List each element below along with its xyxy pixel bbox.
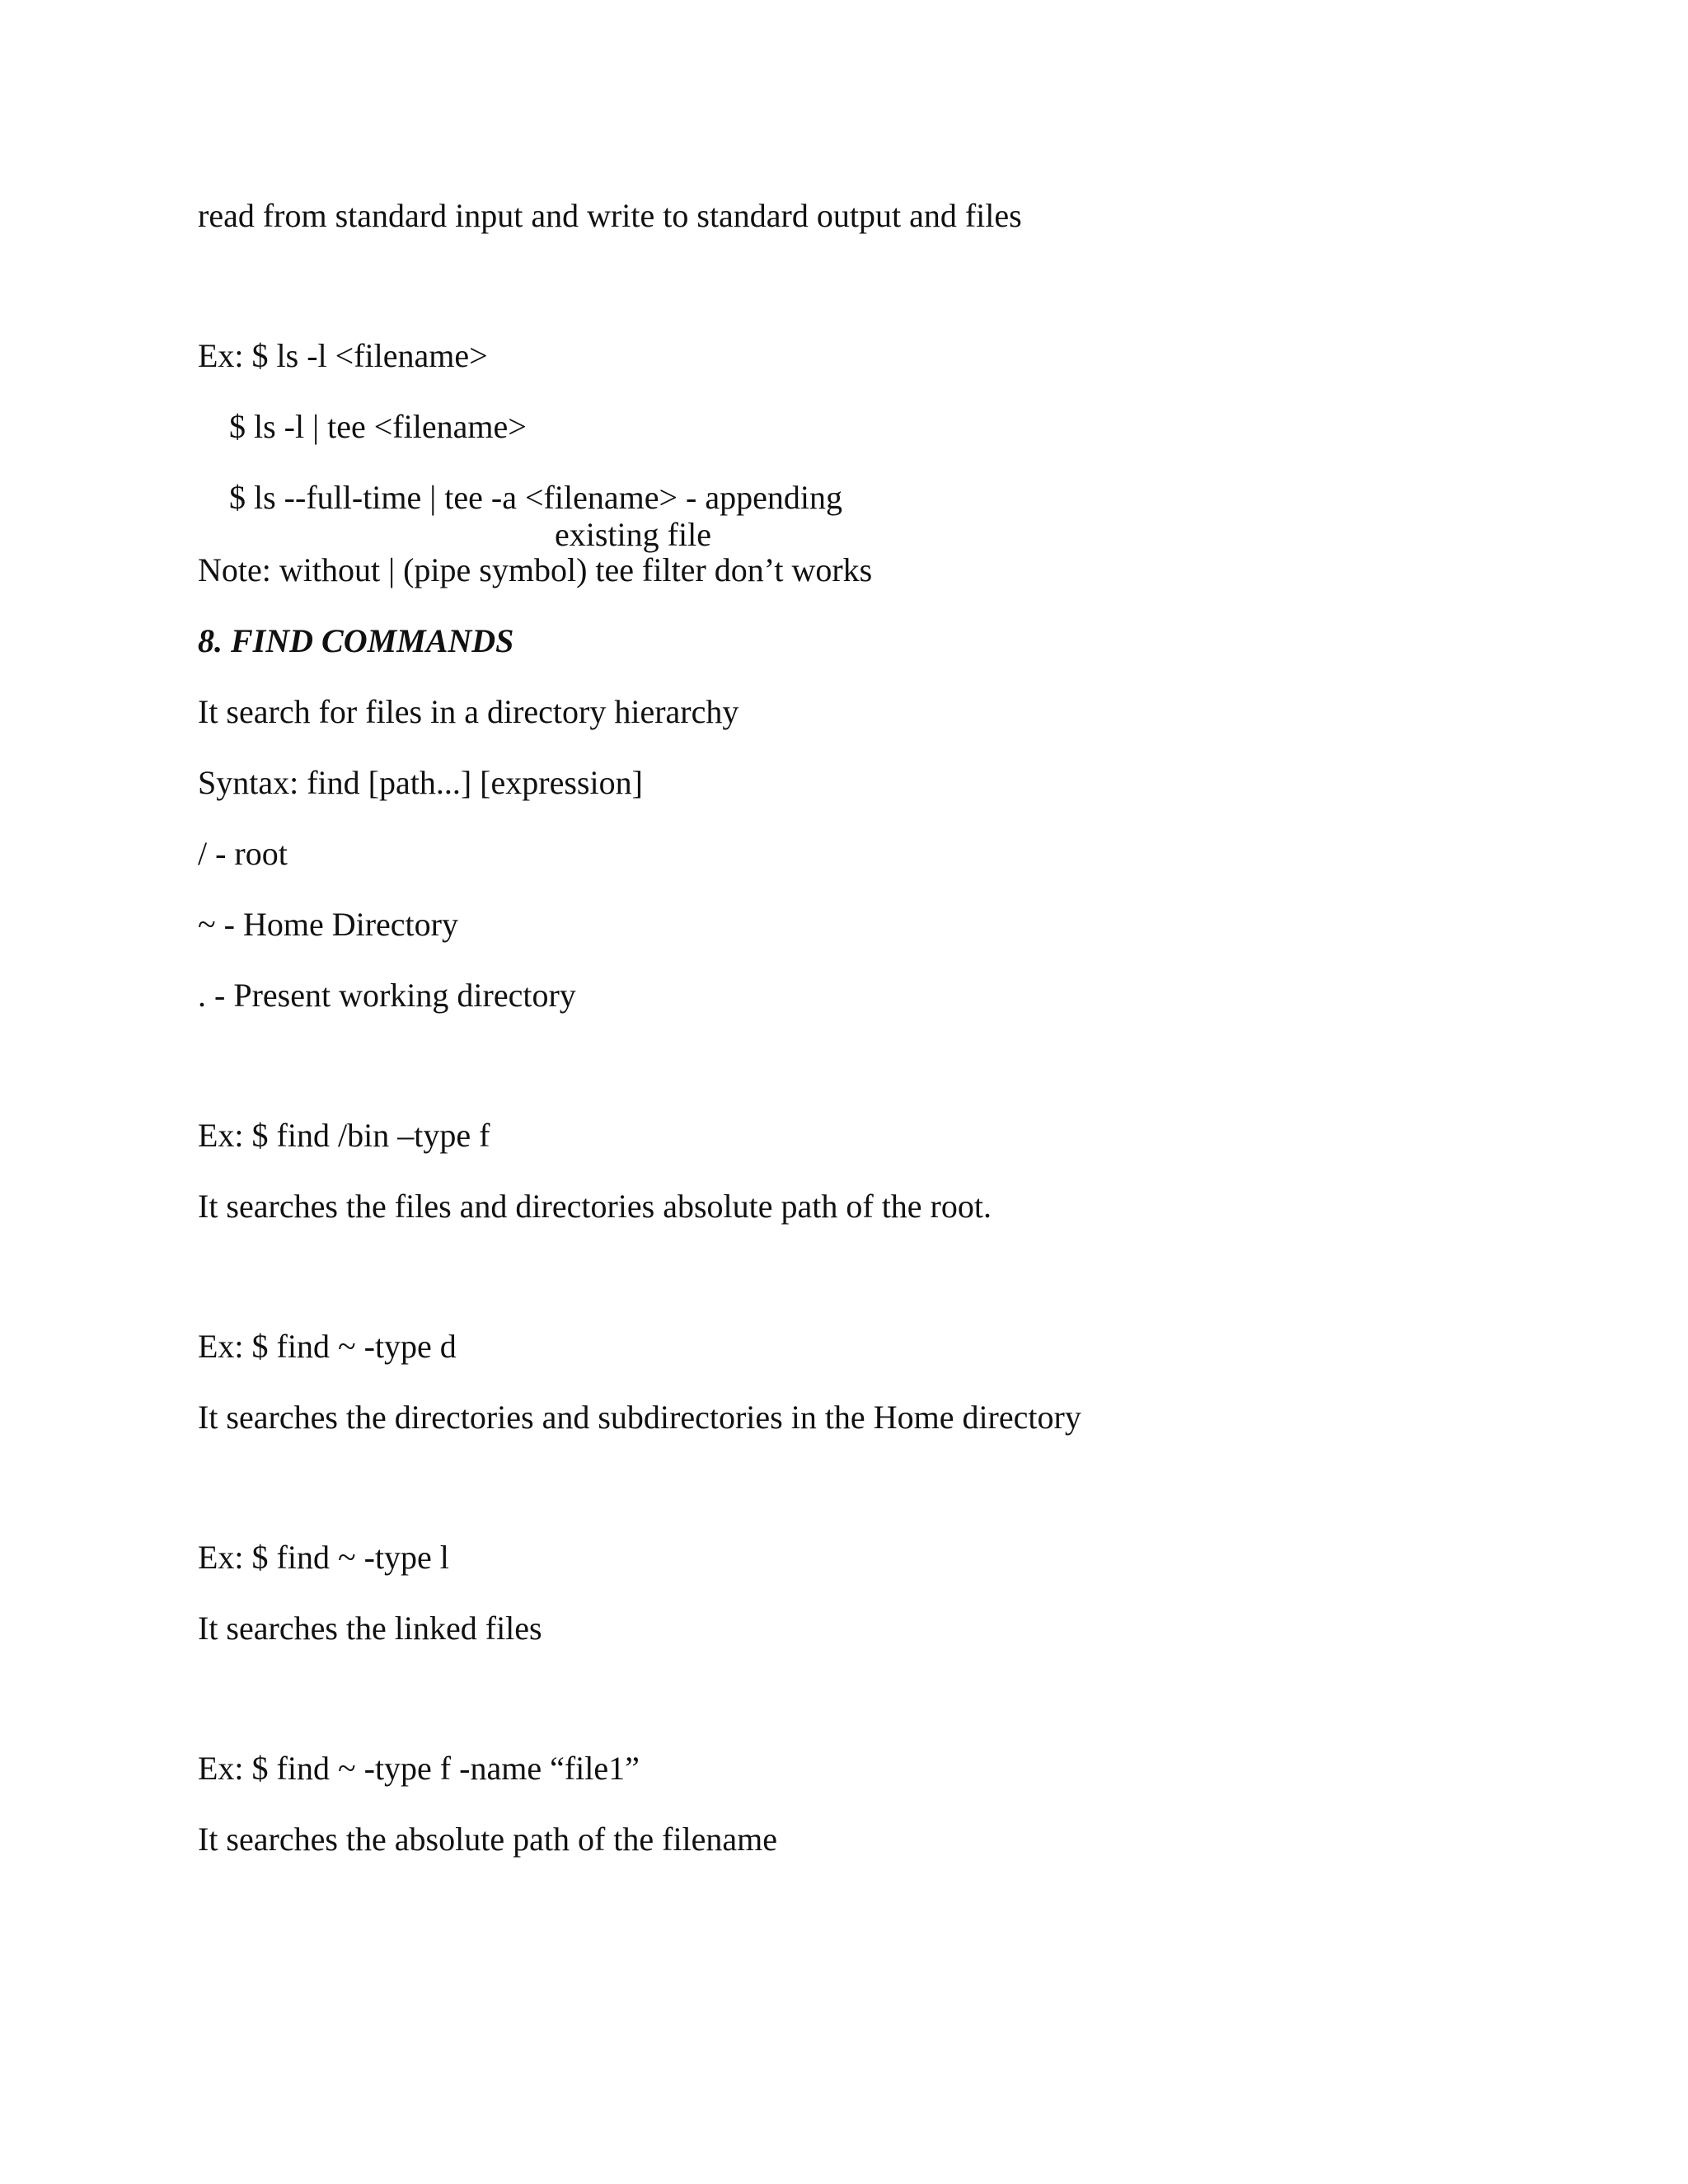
symbol-pwd: . - Present working directory [198,977,576,1014]
tee-example-3-continued: existing file [555,516,711,553]
find-example-4-command: Ex: $ find ~ -type f -name “file1” [198,1750,640,1787]
find-example-3-explanation: It searches the linked files [198,1610,542,1647]
find-example-2-command: Ex: $ find ~ -type d [198,1328,457,1365]
find-example-1-command: Ex: $ find /bin –type f [198,1117,490,1154]
tee-example-2: $ ls -l | tee <filename> [229,408,527,445]
find-syntax: Syntax: find [path...] [expression] [198,764,643,801]
symbol-root: / - root [198,835,288,872]
tee-example-3: $ ls --full-time | tee -a <filename> - appending [229,479,842,516]
tee-example-1: Ex: $ ls -l <filename> [198,337,488,374]
tee-note: Note: without | (pipe symbol) tee filter don’t works [198,551,873,588]
symbol-home: ~ - Home Directory [198,906,458,943]
find-example-4-explanation: It searches the absolute path of the filename [198,1821,778,1858]
find-example-1-explanation: It searches the files and directories absolute path of the root. [198,1188,992,1225]
find-description: It search for files in a directory hierarchy [198,693,739,730]
intro-text: read from standard input and write to standard output and files [198,197,1022,234]
find-example-3-command: Ex: $ find ~ -type l [198,1539,449,1576]
find-commands-heading: 8. FIND COMMANDS [198,622,514,659]
find-example-2-explanation: It searches the directories and subdirectories in the Home directory [198,1399,1081,1436]
